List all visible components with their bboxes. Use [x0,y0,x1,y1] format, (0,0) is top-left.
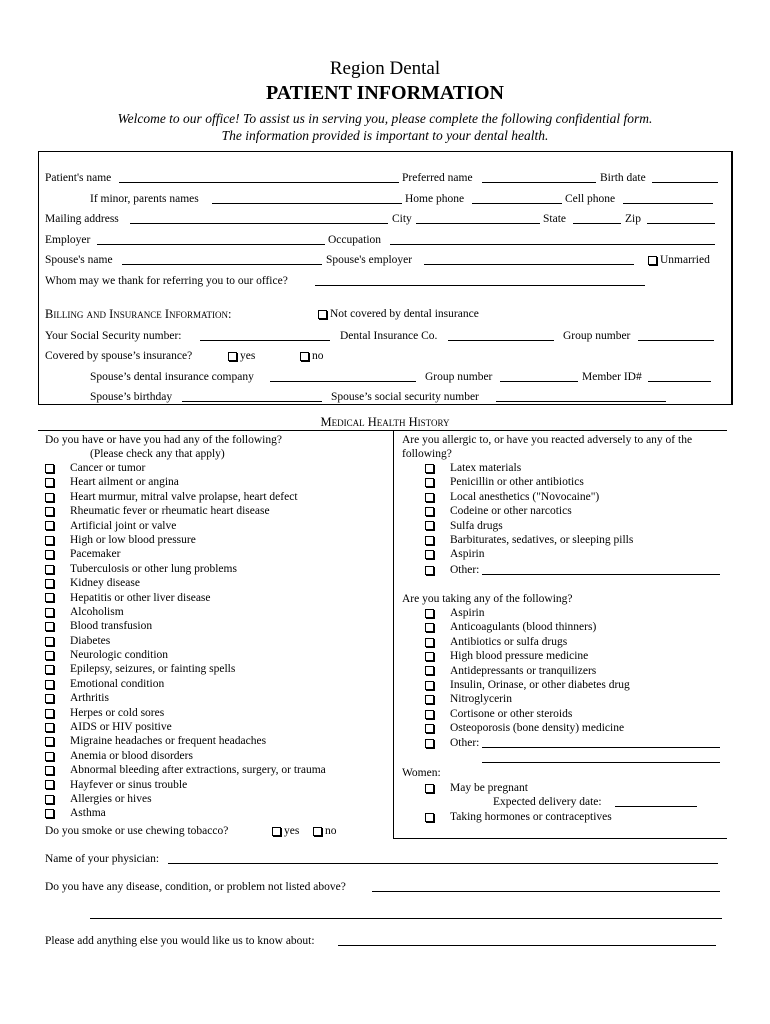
allergy-list [425,461,633,562]
spouse-name-label: Spouse's name [45,254,113,266]
list-item[interactable] [425,504,633,518]
unmarried-checkbox[interactable] [648,256,657,265]
hormones-option[interactable] [425,810,612,824]
covered-no-option[interactable] [300,349,324,363]
checkbox[interactable] [45,550,54,559]
employer-label: Employer [45,234,91,246]
smoke-yes-option[interactable] [272,824,299,838]
list-item-label: Heart murmur, mitral valve prolapse, heart defect [70,490,298,503]
checkbox[interactable] [425,464,434,473]
medications-question: Are you taking any of the following? [402,593,573,605]
list-item[interactable] [45,490,326,504]
disease-field[interactable] [372,881,720,892]
allergy-other-checkbox[interactable] [425,566,434,575]
group-number-label: Group number [563,330,631,342]
unmarried-option[interactable] [648,253,710,267]
hormones-label: Taking hormones or contraceptives [450,811,612,823]
list-item-label: Alcoholism [70,605,124,618]
pregnant-checkbox[interactable] [425,784,434,793]
spouse-insurance-label: Spouse’s dental insurance company [90,371,254,383]
checkbox[interactable] [45,809,54,818]
patient-name-field[interactable] [119,172,399,183]
list-item-label: Diabetes [70,634,111,647]
list-item[interactable] [45,763,326,777]
allergy-other-label: Other: [450,564,480,576]
zip-field[interactable] [647,213,715,224]
med-other-field[interactable] [482,737,720,748]
checkbox[interactable] [45,464,54,473]
checkbox[interactable] [45,493,54,502]
pregnant-option[interactable] [425,781,528,795]
women-label: Women: [402,767,441,779]
list-item-label: Hayfever or sinus trouble [70,778,188,791]
anything-else-field[interactable] [338,935,716,946]
parents-field[interactable] [212,193,402,204]
list-item-label: Cancer or tumor [70,462,146,474]
checkbox[interactable] [45,565,54,574]
list-item[interactable] [425,678,630,692]
list-item-label: Latex materials [450,462,522,474]
conditions-list [45,461,326,821]
preferred-name-label: Preferred name [402,172,473,184]
list-item[interactable] [45,605,326,619]
list-item-label: Asthma [70,807,106,820]
list-item-label: Aspirin [450,548,485,561]
list-item-label: AIDS or HIV positive [70,721,172,734]
checkbox[interactable] [425,638,434,647]
birth-date-field[interactable] [652,172,718,183]
member-id-label: Member ID# [582,371,642,383]
smoke-yes-checkbox[interactable] [272,827,281,836]
anything-else-label: Please add anything else you would like us to know about: [45,935,315,947]
unmarried-label: Unmarried [660,254,710,266]
spouse-birthday-label: Spouse’s birthday [90,391,173,403]
list-item[interactable] [45,720,326,734]
list-item-label: Abnormal bleeding after extractions, surgery, or trauma [70,764,326,777]
list-item[interactable] [45,806,326,820]
list-item-label: Codeine or other narcotics [450,505,572,518]
pregnant-label: May be pregnant [450,782,528,794]
covered-yes-option[interactable] [228,349,255,363]
list-item-label: Pacemaker [70,548,121,561]
list-item[interactable] [425,707,630,721]
hormones-checkbox[interactable] [425,813,434,822]
list-item[interactable] [425,606,630,620]
checkbox[interactable] [425,710,434,719]
list-item[interactable] [45,734,326,748]
list-item-label: Allergies or hives [70,792,152,805]
checkbox[interactable] [45,536,54,545]
medical-top-rule [38,430,727,431]
list-item[interactable] [45,533,326,547]
checkbox[interactable] [45,622,54,631]
spouse-birthday-field[interactable] [182,391,322,402]
checkbox[interactable] [45,780,54,789]
list-item-label: Cortisone or other steroids [450,707,573,720]
billing-heading: Billing and Insurance Information: [45,307,232,321]
not-covered-checkbox[interactable] [318,310,327,319]
referral-field[interactable] [315,275,645,286]
referral-label: Whom may we thank for referring you to our office? [45,275,288,287]
list-item[interactable] [45,475,326,489]
list-item[interactable] [45,519,326,533]
state-field[interactable] [573,213,621,224]
member-id-field[interactable] [648,371,711,382]
spouse-insurance-field[interactable] [270,371,416,382]
list-item[interactable] [45,706,326,720]
cell-phone-label: Cell phone [565,193,616,205]
zip-label: Zip [625,213,641,225]
checkbox[interactable] [45,723,54,732]
not-covered-label: Not covered by dental insurance [330,308,479,320]
delivery-date-field[interactable] [615,796,697,807]
checkbox[interactable] [425,493,434,502]
list-item-label: Emotional condition [70,677,165,690]
list-item[interactable] [45,691,326,705]
checkbox[interactable] [425,623,434,632]
list-item-label: Antidepressants or tranquilizers [450,664,597,677]
group-number-field[interactable] [638,330,714,341]
spouse-ssn-field[interactable] [496,391,666,402]
med-other-option[interactable] [425,736,479,750]
list-item-label: High or low blood pressure [70,533,196,546]
employer-field[interactable] [97,234,325,245]
checkbox[interactable] [425,666,434,675]
covered-no-label: no [312,350,324,362]
home-phone-label: Home phone [405,193,465,205]
list-item[interactable] [45,634,326,648]
covered-no-checkbox[interactable] [300,352,309,361]
not-covered-option[interactable] [318,307,479,321]
city-field[interactable] [416,213,540,224]
list-item[interactable] [425,721,630,735]
checkbox[interactable] [45,637,54,646]
list-item[interactable] [425,533,633,547]
list-item[interactable] [45,547,326,561]
list-item[interactable] [45,591,326,605]
list-item[interactable] [425,692,630,706]
list-item[interactable] [45,461,326,475]
physician-label: Name of your physician: [45,853,160,865]
list-item-label: Aspirin [450,607,485,619]
smoke-no-label: no [325,825,337,837]
checkbox[interactable] [425,521,434,530]
group-number-2-field[interactable] [500,371,578,382]
list-item[interactable] [45,662,326,676]
list-item-label: Blood transfusion [70,620,153,633]
insurance-co-field[interactable] [448,330,554,341]
list-item-label: Heart ailment or angina [70,476,179,489]
occupation-label: Occupation [328,234,382,246]
list-item[interactable] [45,619,326,633]
intro-line-1: Welcome to our office! To assist us in serving you, please complete the following confidential form. [117,111,653,126]
birth-date-label: Birth date [600,172,646,184]
smoke-no-checkbox[interactable] [313,827,322,836]
list-item-label: Insulin, Orinase, or other diabetes drug [450,678,630,691]
list-item-label: Rheumatic fever or rheumatic heart disease [70,505,270,518]
allergy-other-option[interactable] [425,563,479,577]
cell-phone-field[interactable] [623,193,713,204]
list-item[interactable] [45,677,326,691]
allergy-other-field[interactable] [482,564,720,575]
checkbox[interactable] [45,651,54,660]
spouse-name-field[interactable] [122,254,322,265]
mailing-address-label: Mailing address [45,213,119,225]
checkbox[interactable] [45,665,54,674]
list-item[interactable] [425,635,630,649]
checkbox[interactable] [425,681,434,690]
city-label: City [392,213,412,225]
list-item[interactable] [45,504,326,518]
insurance-co-label: Dental Insurance Co. [340,330,438,342]
occupation-field[interactable] [390,234,715,245]
smoke-yes-label: yes [284,825,300,837]
spouse-employer-field[interactable] [424,254,634,265]
list-item-label: Anemia or blood disorders [70,749,193,762]
list-item-label: High blood pressure medicine [450,650,589,663]
list-item[interactable] [45,778,326,792]
list-item-label: Sulfa drugs [450,519,503,532]
list-item[interactable] [425,490,633,504]
delivery-date-label: Expected delivery date: [493,796,602,808]
patient-name-label: Patient's name [45,172,112,184]
allergy-question-line-2: following? [402,448,452,460]
checkbox[interactable] [425,478,434,487]
disease-question: Do you have any disease, condition, or problem not listed above? [45,881,346,893]
conditions-instruction: (Please check any that apply) [90,448,225,460]
list-item-label: Artificial joint or valve [70,519,177,532]
intro-line-2: The information provided is important to your dental health. [221,128,549,143]
list-item-label: Herpes or cold sores [70,706,165,719]
covered-yes-label: yes [240,350,256,362]
list-item[interactable] [45,562,326,576]
list-item-label: Tuberculosis or other lung problems [70,562,237,575]
list-item-label: Local anesthetics ("Novocaine") [450,490,600,503]
home-phone-field[interactable] [472,193,562,204]
list-item-label: Migraine headaches or frequent headaches [70,735,267,748]
list-item-label: Neurologic condition [70,649,169,662]
list-item[interactable] [425,649,630,663]
list-item-label: Kidney disease [70,577,140,590]
list-item-label: Barbiturates, sedatives, or sleeping pills [450,533,634,546]
list-item-label: Anticoagulants (blood thinners) [450,621,597,634]
preferred-name-field[interactable] [482,172,596,183]
parents-label: If minor, parents names [90,193,199,205]
list-item[interactable] [425,620,630,634]
list-item[interactable] [45,576,326,590]
checkbox[interactable] [45,593,54,602]
checkbox[interactable] [45,478,54,487]
smoke-question: Do you smoke or use chewing tobacco? [45,825,229,837]
checkbox[interactable] [45,608,54,617]
checkbox[interactable] [425,695,434,704]
ssn-field[interactable] [200,330,330,341]
mailing-address-field[interactable] [130,213,388,224]
form-title: PATIENT INFORMATION [266,82,504,104]
spouse-ssn-label: Spouse’s social security number [331,391,479,403]
smoke-no-option[interactable] [313,824,337,838]
state-label: State [543,213,566,225]
conditions-question: Do you have or have you had any of the following? [45,434,282,446]
medical-history-heading: Medical Health History [320,415,450,429]
covered-spouse-label: Covered by spouse’s insurance? [45,350,193,362]
list-item-label: Hepatitis or other liver disease [70,591,211,604]
medical-bottom-rule [393,838,727,839]
checkbox[interactable] [425,652,434,661]
checkbox[interactable] [425,609,434,618]
medical-column-divider [393,430,394,838]
disease-field-2[interactable] [90,908,722,919]
spouse-employer-label: Spouse's employer [326,254,413,266]
list-item-label: Penicillin or other antibiotics [450,476,584,489]
checkbox[interactable] [45,694,54,703]
physician-field[interactable] [168,853,718,864]
checkbox[interactable] [425,724,434,733]
list-item[interactable] [425,519,633,533]
med-other-checkbox[interactable] [425,739,434,748]
checkbox[interactable] [45,766,54,775]
checkbox[interactable] [425,550,434,559]
list-item-label: Antibiotics or sulfa drugs [450,635,568,648]
group-number-2-label: Group number [425,371,493,383]
list-item[interactable] [425,475,633,489]
list-item-label: Arthritis [70,692,109,705]
ssn-label: Your Social Security number: [45,330,182,342]
checkbox[interactable] [45,507,54,516]
checkbox[interactable] [45,521,54,530]
checkbox[interactable] [45,737,54,746]
list-item[interactable] [45,792,326,806]
list-item-label: Epilepsy, seizures, or fainting spells [70,663,236,676]
list-item-label: Osteoporosis (bone density) medicine [450,722,625,735]
org-name: Region Dental [329,58,441,79]
checkbox[interactable] [45,752,54,761]
list-item-label: Nitroglycerin [450,693,512,706]
checkbox[interactable] [425,536,434,545]
list-item[interactable] [425,547,633,561]
checkbox[interactable] [45,680,54,689]
list-item[interactable] [425,664,630,678]
checkbox[interactable] [45,709,54,718]
list-item[interactable] [45,648,326,662]
covered-yes-checkbox[interactable] [228,352,237,361]
med-other-field-2[interactable] [482,752,720,763]
checkbox[interactable] [425,507,434,516]
allergy-question-line-1: Are you allergic to, or have you reacted adversely to any of the [402,434,693,446]
checkbox[interactable] [45,795,54,804]
list-item[interactable] [425,461,633,475]
medications-list [425,606,630,736]
checkbox[interactable] [45,579,54,588]
list-item[interactable] [45,749,326,763]
med-other-label: Other: [450,737,480,749]
